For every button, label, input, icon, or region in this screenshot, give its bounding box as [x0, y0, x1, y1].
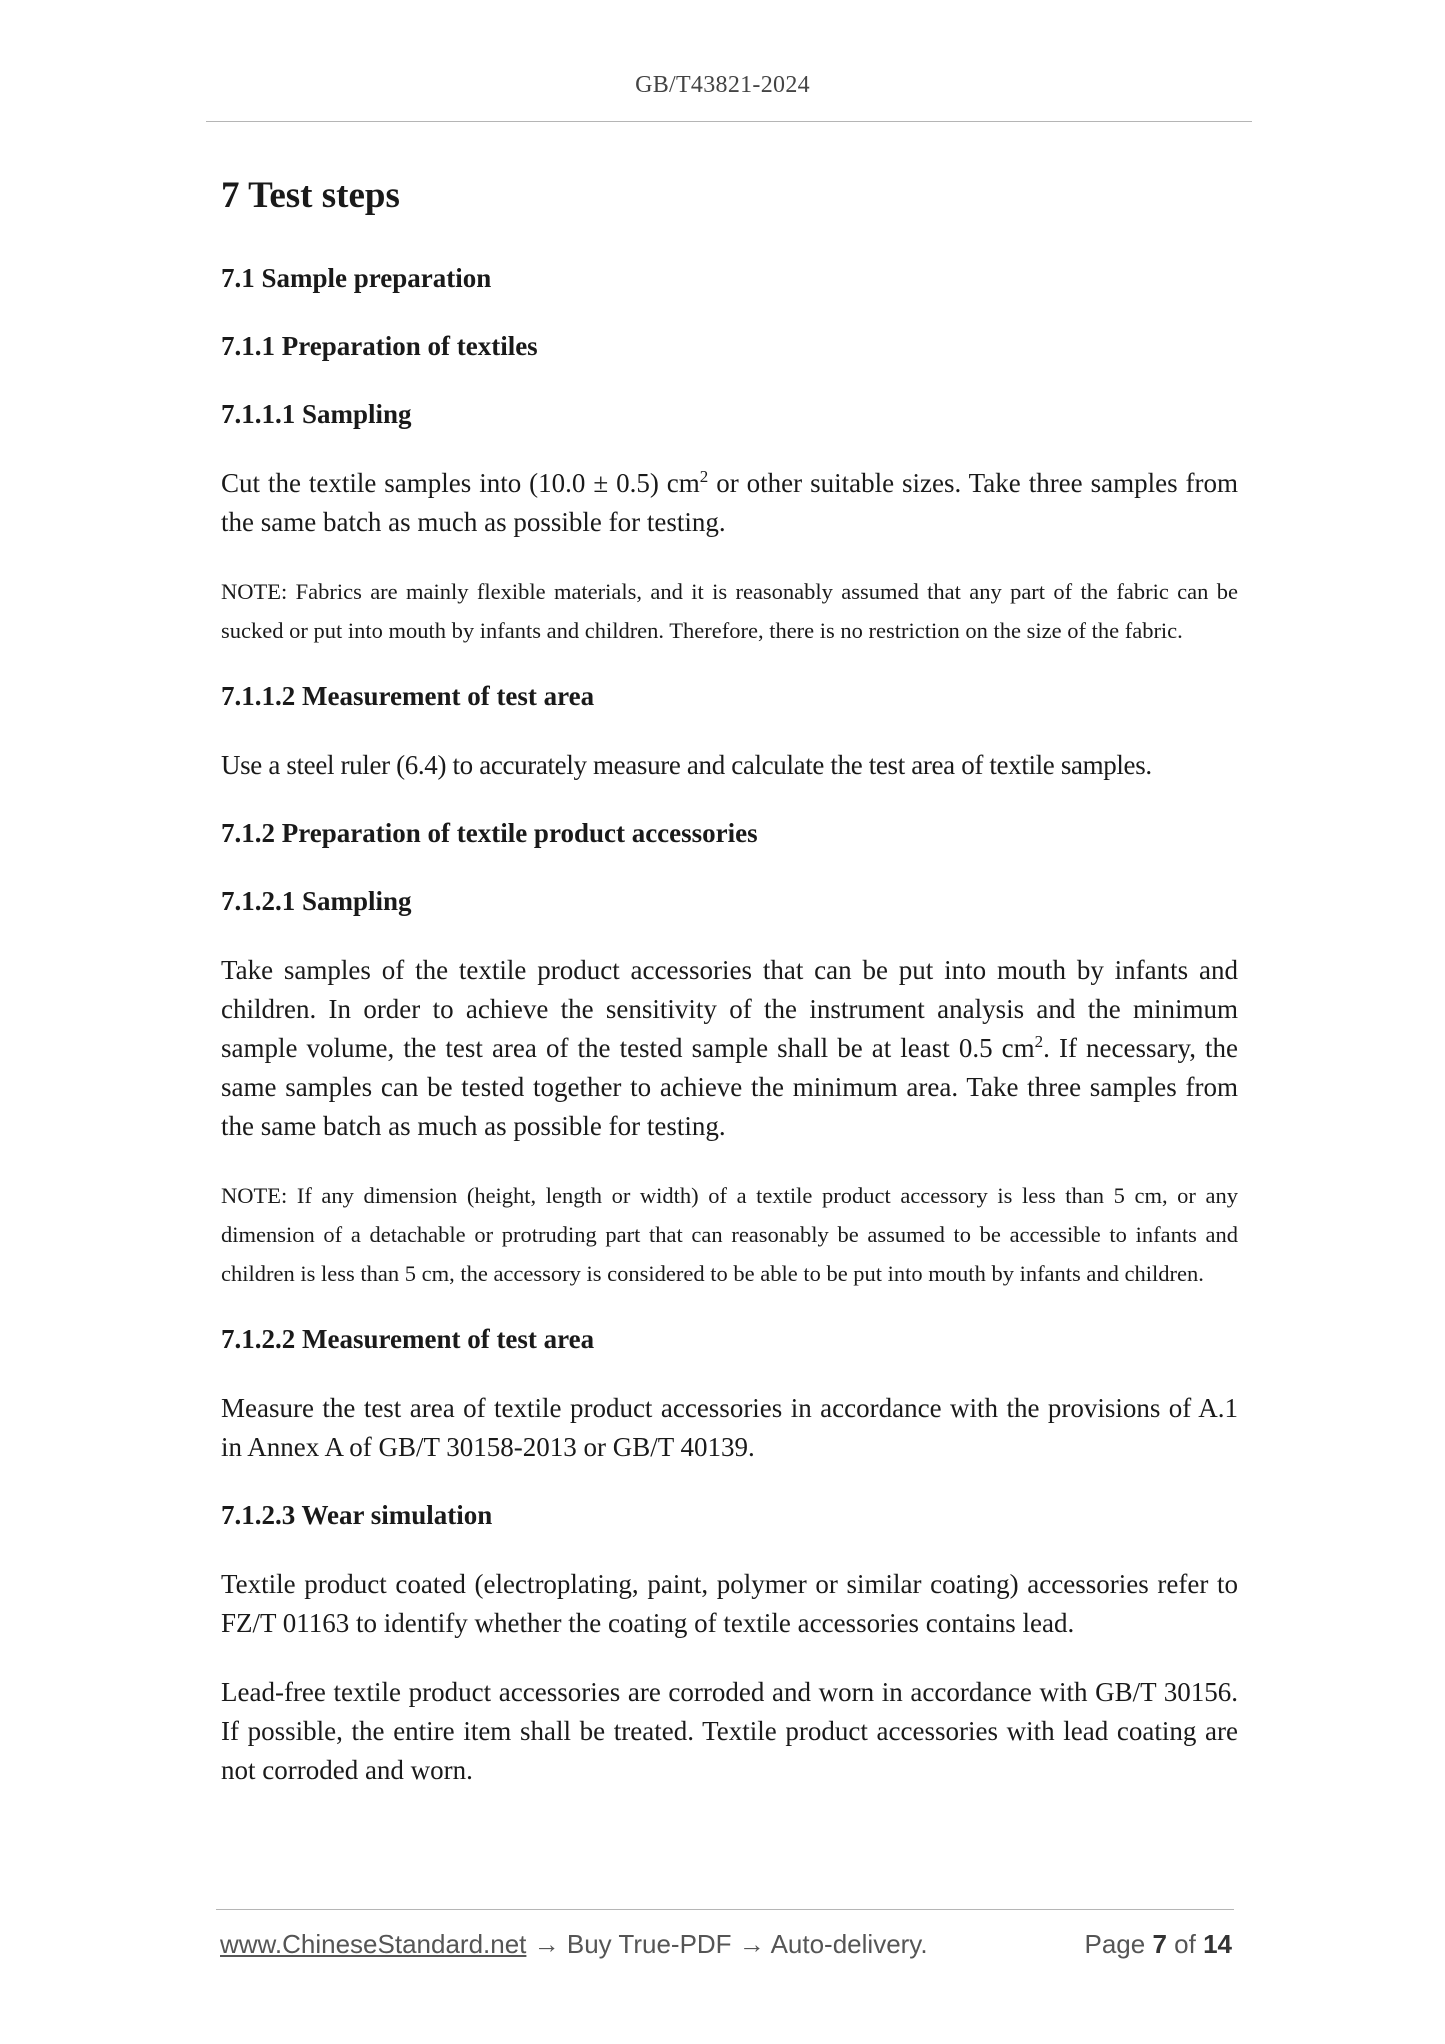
note-fabrics: NOTE: Fabrics are mainly flexible materials, and it is reasonably assumed that any part of the fabric can be sucked or put into mouth by infants and children. Therefore, there is no restriction on the size of the fabric. [221, 579, 1238, 643]
heading-7-1-1-2: 7.1.1.2 Measurement of test area [221, 681, 595, 711]
heading-7-1-2: 7.1.2 Preparation of textile product accessories [221, 818, 758, 848]
page-indicator [1084, 1929, 1232, 1960]
heading-7-1-1: 7.1.1 Preparation of textiles [221, 331, 538, 361]
footer-promo [220, 1929, 928, 1960]
running-header: GB/T43821-2024 [635, 72, 810, 98]
heading-7-1-2-1: 7.1.2.1 Sampling [221, 886, 412, 916]
footer-divider [216, 1909, 1234, 1910]
page-content [221, 170, 1238, 1820]
section-title: 7 Test steps [221, 175, 400, 216]
paragraph-sampling-accessories [221, 951, 1238, 1146]
superscript: 2 [699, 467, 709, 486]
note-dimensions: NOTE: If any dimension (height, length or width) of a textile product accessory is less than 5 cm, or any dimension of a detachable or protruding part that can reasonably be assumed to be accessible to infants and children is less than 5 cm, the accessory is considered to be able to be put into mouth by infants and children. [221, 1183, 1238, 1286]
paragraph-coated-accessories: Textile product coated (electroplating, paint, polymer or similar coating) accessories refer to FZ/T 01163 to identify whether the coating of textile accessories contains lead. [221, 1569, 1238, 1638]
header-divider [206, 121, 1252, 122]
heading-7-1: 7.1 Sample preparation [221, 263, 492, 293]
superscript: 2 [1034, 1032, 1044, 1051]
heading-7-1-2-2: 7.1.2.2 Measurement of test area [221, 1324, 595, 1354]
heading-7-1-2-3: 7.1.2.3 Wear simulation [221, 1500, 493, 1530]
page-footer [220, 1929, 1232, 1963]
paragraph-text: Take samples of the textile product accessories that can be put into mouth by infants and children. In order to achieve the sensitivity of the instrument analysis and the minimum sample volume, the test area of the tested sample shall be at least 0.5 cm [221, 955, 1238, 1063]
page-label: Page [1084, 1929, 1146, 1959]
paragraph-text: Cut the textile samples into (10.0 ± 0.5) cm [221, 468, 700, 498]
current-page-number: 7 [1152, 1929, 1167, 1959]
total-pages: 14 [1203, 1929, 1232, 1959]
paragraph-text: . If necessary, the same samples can be tested together to achieve the minimum area. Take three samples from the same batch as much as possible for testing. [221, 1033, 1239, 1141]
paragraph-steel-ruler: Use a steel ruler (6.4) to accurately measure and calculate the test area of textile samples. [221, 750, 1152, 780]
heading-7-1-1-1: 7.1.1.1 Sampling [221, 399, 412, 429]
of-label: of [1174, 1929, 1196, 1959]
website-link[interactable]: www.ChineseStandard.net [220, 1929, 527, 1959]
paragraph-text: or other suitable sizes. Take three samples from the same batch as much as possible for testing. [221, 468, 1239, 537]
paragraph-measure-accessories: Measure the test area of textile product accessories in accordance with the provisions of A.1 in Annex A of GB/T 30158-2013 or GB/T 40139. [221, 1393, 1238, 1462]
paragraph-lead-free-accessories: Lead-free textile product accessories are corroded and worn in accordance with GB/T 30156. If possible, the entire item shall be treated. Textile product accessories with lead coating are not corroded and worn. [221, 1677, 1238, 1785]
footer-promo-text: → Buy True-PDF → Auto-delivery. [526, 1929, 928, 1959]
paragraph-sampling-textiles [221, 464, 1238, 542]
